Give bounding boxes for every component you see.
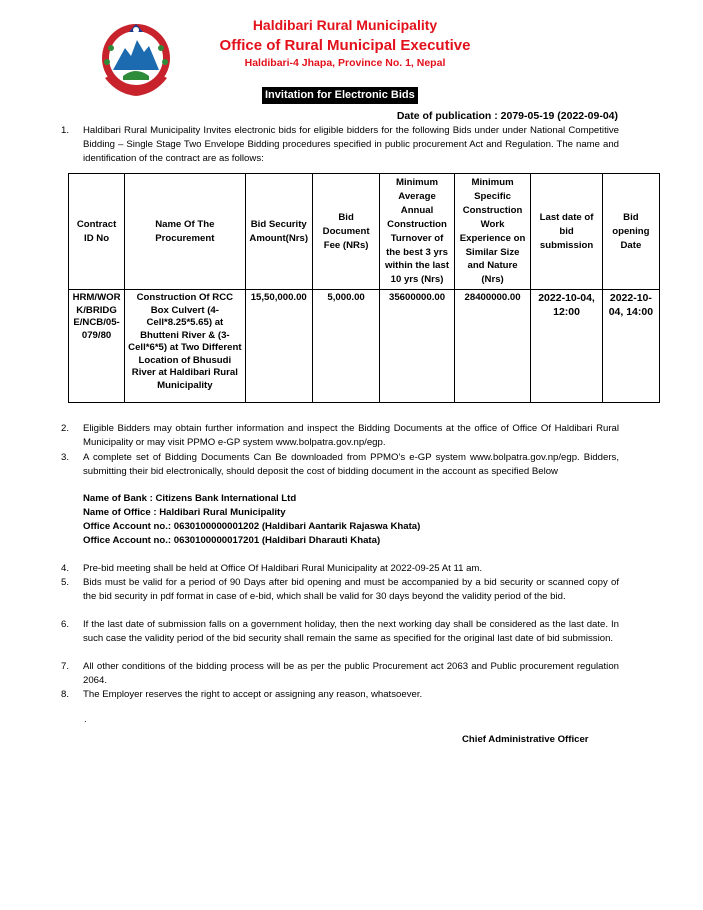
- column-header: Last date of bid submission: [531, 174, 602, 290]
- publication-date: Date of publication : 2079-05-19 (2022-09-04): [396, 110, 618, 122]
- list-item: [63, 562, 619, 576]
- item-number: 2.: [61, 423, 70, 434]
- submission-date-cell: 2022-10-04, 12:00: [531, 290, 602, 403]
- signature-title: Chief Administrative Officer: [462, 734, 589, 745]
- item-number: 4.: [61, 563, 70, 574]
- account-number-2: Office Account no.: 0630100000017201 (Haldibari Dharauti Khata): [83, 535, 381, 546]
- opening-date-cell: 2022-10-04, 14:00: [602, 290, 659, 403]
- list-item: [63, 618, 619, 646]
- municipality-emblem-icon: [97, 18, 175, 100]
- item-number: 7.: [61, 661, 70, 672]
- office-name: Office of Rural Municipal Executive: [219, 37, 471, 54]
- item-number: 5.: [61, 577, 70, 588]
- list-item: [63, 576, 619, 604]
- procurement-name-cell: Construction Of RCC Box Culvert (4-Cell*8.25*5.65) at Bhutteni River & (3-Cell*6*5) at Two Different Location of Bhusudi River at Haldibari Rural Municipality: [125, 290, 245, 403]
- item-number: 8.: [61, 689, 70, 700]
- item-number: 3.: [61, 452, 70, 463]
- column-header: Minimum Specific Construction Work Experience on Similar Size and Nature (Nrs): [454, 174, 531, 290]
- office-account-name: Name of Office : Haldibari Rural Municipality: [83, 507, 286, 518]
- page-title: Invitation for Electronic Bids: [262, 87, 418, 104]
- municipality-name: Haldibari Rural Municipality: [252, 17, 438, 33]
- column-header: Contract ID No: [69, 174, 125, 290]
- bid-table: [68, 173, 660, 403]
- turnover-cell: 35600000.00: [380, 290, 455, 403]
- column-header: Bid Document Fee (NRs): [312, 174, 379, 290]
- item-text: The Employer reserves the right to accept or assigning any reason, whatsoever.: [83, 689, 423, 700]
- contract-id-cell: HRM/WORK/BRIDGE/NCB/05-079/80: [69, 290, 125, 403]
- account-number-1: Office Account no.: 0630100000001202 (Haldibari Aantarik Rajaswa Khata): [83, 521, 421, 532]
- column-header: Bid opening Date: [602, 174, 659, 290]
- stray-dot: .: [84, 714, 87, 725]
- column-header: Name Of The Procurement: [125, 174, 245, 290]
- item-text: All other conditions of the bidding process will be as per the public Procurement act 2063 and Public procurement regulation 2064.: [83, 661, 619, 686]
- item-number: 6.: [61, 619, 70, 630]
- item-text: A complete set of Bidding Documents Can Be downloaded from PPMO’s e-GP system www.bolpatra.gov.np/egp. Bidders, submitting their bid electronically, should deposit the cost of bidding document in the account as specified Below: [83, 452, 619, 477]
- experience-cell: 28400000.00: [454, 290, 531, 403]
- item-number: 1.: [61, 125, 70, 136]
- document-fee-cell: 5,000.00: [312, 290, 379, 403]
- column-header: Bid Security Amount(Nrs): [245, 174, 312, 290]
- list-item: [63, 660, 619, 688]
- item-text: Pre-bid meeting shall be held at Office Of Haldibari Rural Municipality at 2022-09-25 At 11 am.: [83, 563, 483, 574]
- list-item: [63, 124, 619, 166]
- table-header-row: [69, 174, 660, 290]
- item-text: Eligible Bidders may obtain further information and inspect the Bidding Documents at the office of Office Of Haldibari Rural Municipality or may visit PPMO e-GP system www.bolpatra.gov.np/egp.: [83, 423, 619, 448]
- table-row: [69, 290, 660, 403]
- bank-name: Name of Bank : Citizens Bank International Ltd: [83, 493, 297, 504]
- list-item: [63, 422, 619, 450]
- item-text: Haldibari Rural Municipality Invites electronic bids for eligible bidders for the following Bids under under National Competitive Bidding – Single Stage Two Envelope Bidding procedures specified in public procurement Act and Regulation. The name and identification of the contract are as follows:: [83, 125, 619, 164]
- item-text: Bids must be valid for a period of 90 Days after bid opening and must be accompanied by a bid security or scanned copy of the bid security in pdf format in case of e-bid, which shall be valid for 30 days beyond the validity period of the bid.: [83, 577, 619, 602]
- list-item: [63, 451, 619, 479]
- column-header: Minimum Average Annual Construction Turnover of the best 3 yrs within the last 10 yrs (Nrs): [380, 174, 455, 290]
- office-address: Haldibari-4 Jhapa, Province No. 1, Nepal: [244, 57, 446, 69]
- bid-security-cell: 15,50,000.00: [245, 290, 312, 403]
- list-item: [63, 688, 619, 702]
- item-text: If the last date of submission falls on a government holiday, then the next working day shall be considered as the last date. In such case the validity period of the bid security shall remain the same as specified for the original last date of bid submission.: [83, 619, 619, 644]
